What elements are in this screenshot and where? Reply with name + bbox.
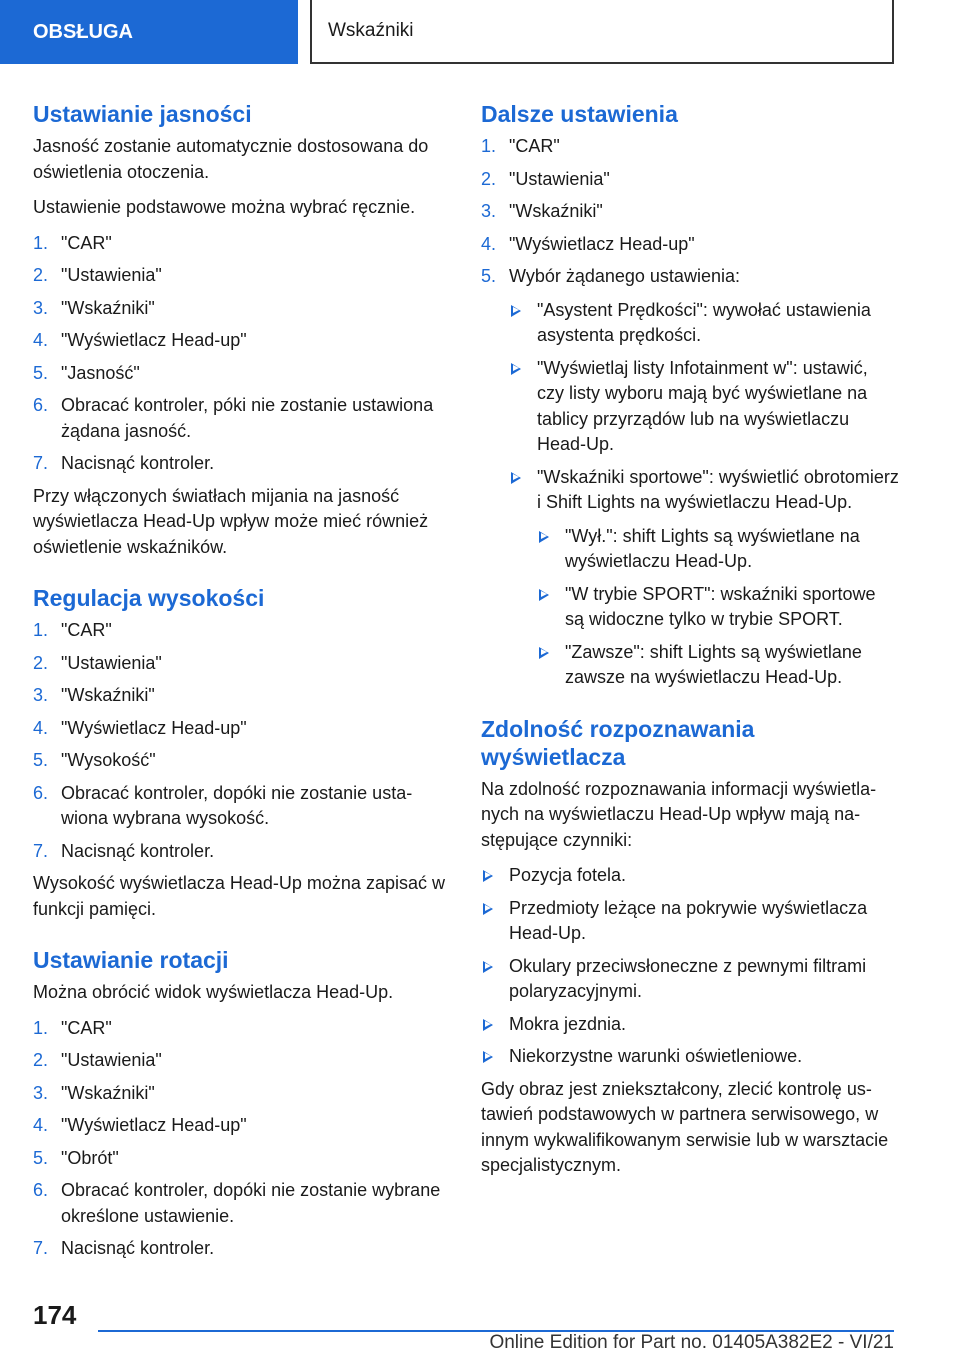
step-number: 4. <box>33 717 49 738</box>
option-text: "Wył.": shift Lights są wyświetlane na wyświetlaczu Head-Up. <box>565 525 860 571</box>
step-item <box>33 716 448 742</box>
rotation-steps <box>33 1016 448 1262</box>
triangle-bullet-icon <box>511 363 521 375</box>
step-number: 2. <box>481 168 497 189</box>
factor-item <box>481 896 899 947</box>
step-text: "CAR" <box>61 1017 112 1038</box>
height-note: Wysokość wyświetlacza Head-Up można zapisać w funkcji pamięci. <box>33 873 445 919</box>
step-text: Obracać kontroler, dopóki nie zostanie wybrane określone ustawienie. <box>61 1180 441 1226</box>
step-text: Nacisnąć kontroler. <box>61 453 215 473</box>
further-settings-heading: Dalsze ustawienia <box>481 101 678 127</box>
step-item <box>33 618 448 644</box>
step-text: "Wyświetlacz Head-up" <box>61 1115 247 1135</box>
step-text: "Obrót" <box>61 1147 119 1168</box>
factor-text: Okulary przeciwsłoneczne z pewnymi filtrami polaryzacyjnymi. <box>509 955 867 1001</box>
triangle-bullet-icon <box>483 1051 493 1063</box>
step-number: 6. <box>33 395 49 415</box>
step-item <box>33 296 448 322</box>
step-item <box>33 451 448 477</box>
section-label: OBSŁUGA <box>33 20 133 43</box>
settings-options <box>509 298 899 691</box>
factor-item <box>481 1012 899 1038</box>
brightness-manual: Ustawienie podstawowe można wybrać ręcznie. <box>33 197 416 217</box>
step-item <box>33 651 448 677</box>
rotation-intro: Można obrócić widok wyświetlacza Head-Up. <box>33 982 394 1002</box>
factor-item <box>481 1044 899 1070</box>
step-number: 4. <box>33 330 49 350</box>
step-item <box>33 1113 448 1139</box>
step-item <box>33 1081 448 1107</box>
legibility-heading: Zdolność rozpoznawania wyświetlacza <box>481 715 755 770</box>
step-item <box>33 683 448 709</box>
step-item <box>33 1016 448 1042</box>
step-item <box>33 263 448 289</box>
topic-label: Wskaźniki <box>328 20 414 41</box>
brightness-intro: Jasność zostanie automatycznie dostosowana do oświetlenia otoczenia. <box>33 136 429 182</box>
option-item <box>537 582 899 633</box>
step-item <box>33 393 448 444</box>
topic-tab <box>310 0 894 64</box>
step-text: "Wyświetlacz Head-up" <box>61 330 247 350</box>
option-item <box>537 524 899 575</box>
triangle-bullet-icon <box>483 1019 493 1031</box>
step-item <box>481 232 899 258</box>
step-text: Wybór żądanego ustawienia: <box>509 266 740 286</box>
step-number: 3. <box>33 685 49 705</box>
step-text: "Wskaźniki" <box>61 1082 155 1103</box>
step-text: Nacisnąć kontroler. <box>61 1238 215 1258</box>
step-number: 1. <box>33 620 49 640</box>
step-number: 2. <box>33 1050 49 1070</box>
legibility-factors <box>481 863 899 1070</box>
step-number: 3. <box>33 297 49 318</box>
triangle-bullet-icon <box>539 589 549 601</box>
step-item <box>33 1178 448 1229</box>
step-number: 1. <box>481 136 497 156</box>
step-number: 5. <box>481 266 497 286</box>
option-text: "Zawsze": shift Lights są wyświetlane zawsze na wyświetlaczu Head-Up. <box>565 641 862 687</box>
step-number: 4. <box>33 1115 49 1135</box>
brightness-heading: Ustawianie jasności <box>33 101 252 127</box>
option-item <box>509 356 899 458</box>
further-steps <box>481 134 899 691</box>
option-text: "W trybie SPORT": wskaźniki sportowe są widoczne tylko w trybie SPORT. <box>565 583 876 629</box>
step-text: "CAR" <box>61 232 112 253</box>
step-text: "CAR" <box>61 620 112 640</box>
height-heading: Regulacja wysokości <box>33 585 265 611</box>
step-number: 4. <box>481 233 497 254</box>
step-text: "Wyświetlacz Head-up" <box>61 717 247 738</box>
left-column <box>33 100 448 1269</box>
right-column <box>481 100 899 1189</box>
step-item <box>481 199 899 225</box>
sport-options <box>537 524 899 691</box>
factor-text: Niekorzystne warunki oświetleniowe. <box>509 1046 803 1066</box>
page-number: 174 <box>33 1300 77 1330</box>
step-item <box>33 1236 448 1262</box>
factor-text: Przedmioty leżące na pokrywie wyświetlacza Head-Up. <box>509 897 868 943</box>
step-number: 1. <box>33 232 49 253</box>
step-text: "Wyświetlacz Head-up" <box>509 233 695 254</box>
step-number: 7. <box>33 840 49 861</box>
step-item <box>33 361 448 387</box>
step-text: "Wysokość" <box>61 750 156 770</box>
step-item <box>33 839 448 865</box>
rotation-heading: Ustawianie rotacji <box>33 947 229 973</box>
step-text: "Jasność" <box>61 362 140 383</box>
legibility-note: Gdy obraz jest zniekształcony, zlecić kontrolę ustawień podstawowych w partnera serwisowego, w innym wykwalifikowanym serwisie lub w warsztacie specjalistycznym. <box>481 1078 889 1175</box>
option-item <box>509 298 899 349</box>
edition-note: Online Edition for Part no. 01405A382E2 - VI/21 <box>489 1332 894 1353</box>
step-number: 6. <box>33 1180 49 1200</box>
step-text: "Ustawienia" <box>509 168 610 189</box>
step-item <box>33 1048 448 1074</box>
step-text: Obracać kontroler, póki nie zostanie ustawiona żądana jasność. <box>61 395 434 441</box>
step-number: 5. <box>33 362 49 383</box>
step-item <box>33 1146 448 1172</box>
brightness-note: Przy włączonych światłach mijania na jasność wyświetlacza Head-Up wpływ może mieć również oświetlenie wskaźników. <box>33 485 429 557</box>
step-text: "Ustawienia" <box>61 1050 162 1070</box>
step-item <box>481 134 899 160</box>
factor-text: Mokra jezdnia. <box>509 1013 627 1034</box>
factor-item <box>481 954 899 1005</box>
step-item <box>481 167 899 193</box>
option-text: "Wskaźniki sportowe": wyświetlić obrotomierz i Shift Lights na wyświetlaczu Head-Up. <box>537 466 899 512</box>
factor-text: Pozycja fotela. <box>509 865 627 885</box>
option-item <box>509 465 899 691</box>
step-number: 7. <box>33 1238 49 1258</box>
factor-item <box>481 863 899 889</box>
step-number: 2. <box>33 652 49 673</box>
step-item <box>33 781 448 832</box>
height-steps <box>33 618 448 864</box>
step-number: 5. <box>33 750 49 770</box>
step-text: Obracać kontroler, dopóki nie zostanie ustawiona wybrana wysokość. <box>61 782 413 828</box>
step-text: "Ustawienia" <box>61 265 162 285</box>
step-number: 6. <box>33 782 49 803</box>
step-number: 3. <box>481 201 497 221</box>
step-text: "Wskaźniki" <box>509 201 603 221</box>
triangle-bullet-icon <box>511 305 521 317</box>
triangle-bullet-icon <box>483 870 493 882</box>
step-text: "CAR" <box>509 136 560 156</box>
step-text: "Ustawienia" <box>61 652 162 673</box>
brightness-steps <box>33 231 448 477</box>
legibility-intro: Na zdolność rozpoznawania informacji wyświetlanych na wyświetlaczu Head-Up wpływ mają następujące czynniki: <box>481 778 877 850</box>
option-item <box>537 640 899 691</box>
step-number: 3. <box>33 1082 49 1103</box>
triangle-bullet-icon <box>539 531 549 543</box>
step-number: 7. <box>33 453 49 473</box>
step-item <box>481 264 899 691</box>
step-text: "Wskaźniki" <box>61 685 155 705</box>
step-number: 2. <box>33 265 49 285</box>
step-item <box>33 328 448 354</box>
step-text: "Wskaźniki" <box>61 297 155 318</box>
step-item <box>33 231 448 257</box>
step-number: 5. <box>33 1147 49 1168</box>
option-text: "Wyświetlaj listy Infotainment w": ustawić, czy listy wyboru mają być wyświetlane na tablicy przyrządów lub na wyświetlaczu Head-Up. <box>537 357 868 454</box>
triangle-bullet-icon <box>511 472 521 484</box>
step-item <box>33 748 448 774</box>
triangle-bullet-icon <box>483 961 493 973</box>
option-text: "Asystent Prędkości": wywołać ustawienia asystenta prędkości. <box>537 299 871 345</box>
triangle-bullet-icon <box>483 903 493 915</box>
section-tab <box>0 0 298 64</box>
triangle-bullet-icon <box>539 647 549 659</box>
step-text: Nacisnąć kontroler. <box>61 840 215 861</box>
step-number: 1. <box>33 1017 49 1038</box>
